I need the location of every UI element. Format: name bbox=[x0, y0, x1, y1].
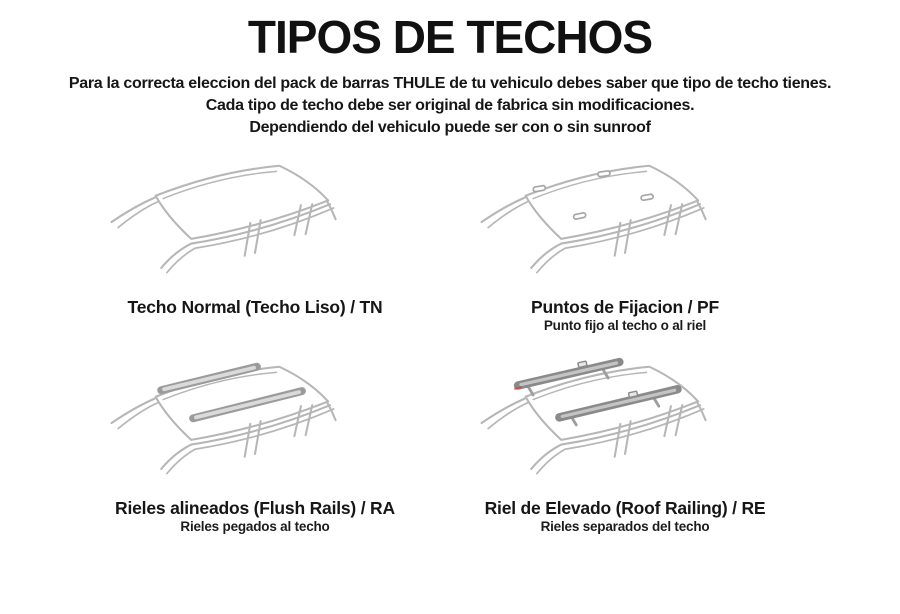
roof-type-caption-pf bbox=[531, 297, 719, 334]
intro-line-2: Cada tipo de techo debe ser original de fabrica sin modificaciones. bbox=[205, 97, 695, 114]
roof-type-caption-re bbox=[485, 498, 766, 535]
roof-type-label: Puntos de Fijacion / PF bbox=[531, 297, 719, 317]
roof-types-grid bbox=[70, 147, 900, 535]
roof-type-sublabel: Rieles pegados al techo bbox=[180, 519, 330, 534]
page-title: TIPOS DE TECHOS bbox=[247, 11, 653, 63]
intro-text bbox=[0, 73, 900, 139]
roof-type-caption-ra bbox=[115, 498, 395, 535]
roof-type-sublabel: Punto fijo al techo o al riel bbox=[543, 318, 707, 333]
roof-fixpoint-illustration bbox=[455, 147, 795, 297]
intro-line-1: Para la correcta eleccion del pack de barras THULE de tu vehiculo debes saber que tipo de techo tienes. bbox=[68, 75, 832, 92]
roof-type-sublabel: Rieles separados del techo bbox=[540, 519, 710, 534]
roof-type-label: Rieles alineados (Flush Rails) / RA bbox=[115, 498, 395, 518]
roof-raised-rails-illustration bbox=[455, 348, 795, 498]
intro-line-3: Dependiendo del vehiculo puede ser con o sin sunroof bbox=[249, 119, 651, 136]
roof-type-label: Techo Normal (Techo Liso) / TN bbox=[127, 297, 383, 317]
roof-normal-illustration bbox=[85, 147, 425, 297]
fixation-points bbox=[533, 171, 654, 220]
roof-type-card-re bbox=[440, 348, 810, 535]
roof-type-card-tn bbox=[70, 147, 440, 334]
roof-flush-rails-illustration bbox=[85, 348, 425, 498]
roof-type-card-pf bbox=[440, 147, 810, 334]
roof-type-caption-tn bbox=[128, 297, 383, 318]
roof-type-label: Riel de Elevado (Roof Railing) / RE bbox=[484, 498, 766, 518]
roof-types-infographic bbox=[0, 11, 900, 614]
roof-type-card-ra bbox=[70, 348, 440, 535]
